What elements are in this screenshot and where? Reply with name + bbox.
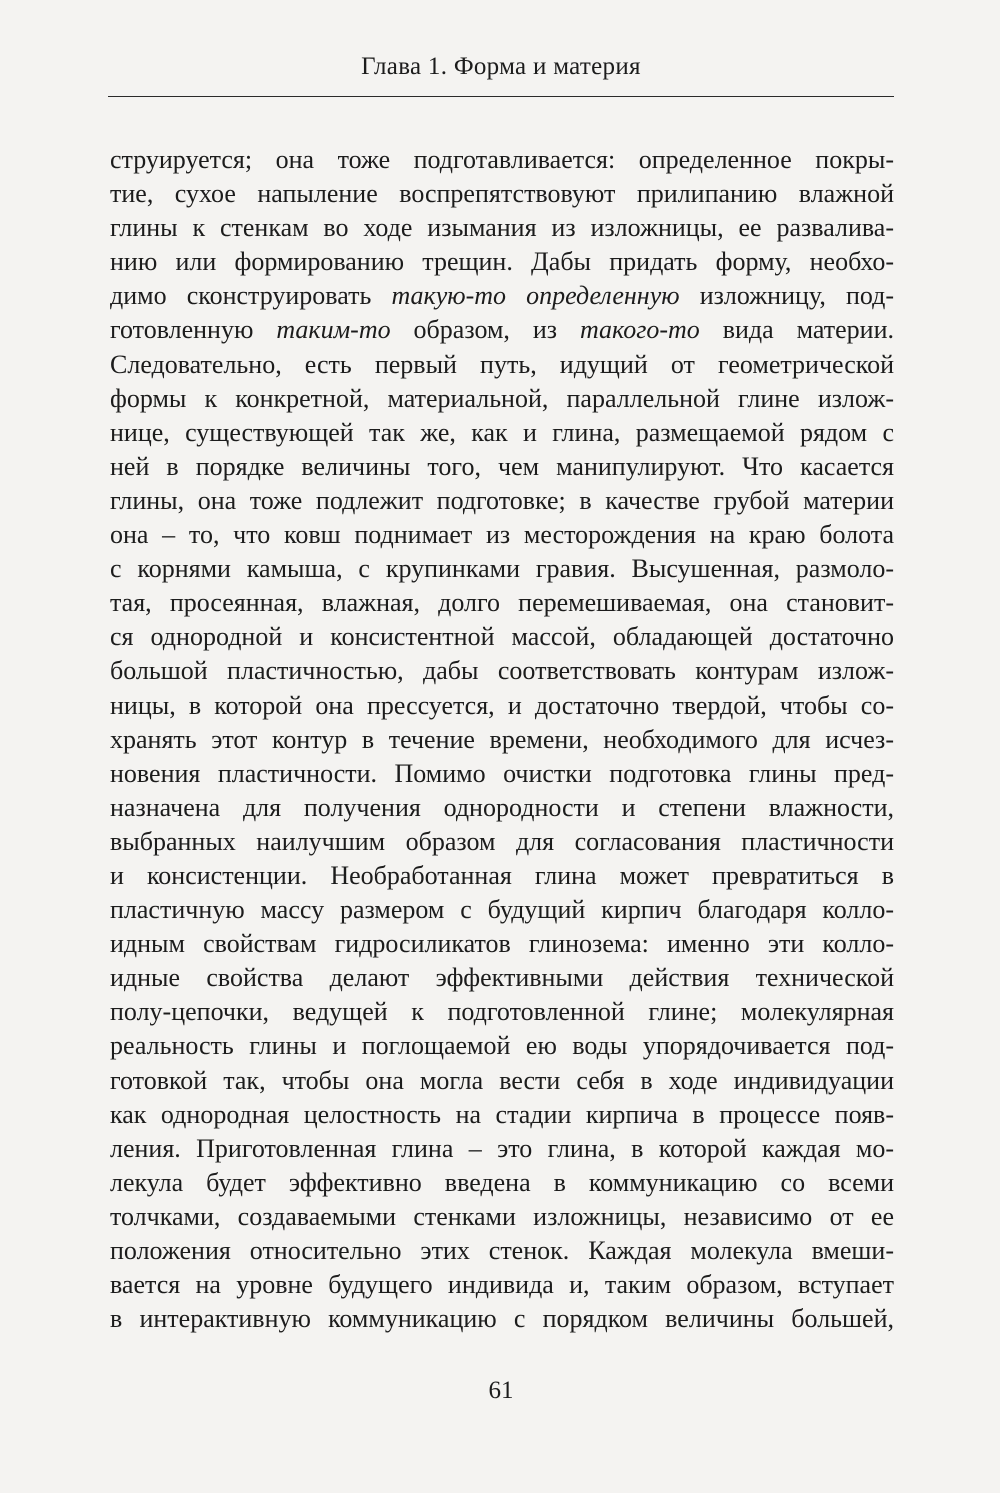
text-segment: лекула будет эффективно введена в коммуникацию со всеми [110,1167,894,1197]
text-segment: готовленную [110,315,277,345]
text-segment: готовкой так, чтобы она могла вести себя в ходе индивидуации [110,1065,894,1095]
text-line [110,620,894,654]
text-segment: как однородная целостность на стадии кирпича в процессе появ- [110,1099,894,1129]
text-segment: тая, просеянная, влажная, долго перемешиваемая, она становит- [110,588,894,618]
header-rule [108,96,894,97]
text-segment: глины к стенкам во ходе изымания из изложницы, ее развалива- [110,213,894,243]
page-number: 61 [488,1377,514,1404]
text-line [110,552,894,586]
text-segment: тие, сухое напыление воспрепятствовуют прилипанию влажной [110,179,894,209]
body-text [110,143,894,1336]
text-line [110,1166,894,1200]
text-line [110,859,894,893]
text-segment: изложницу, под- [679,281,894,311]
italic-phrase: такого-то [579,315,700,345]
text-segment: нице, существующей так же, как и глина, размещаемой рядом с [110,417,894,447]
text-segment: с корнями камыша, с крупинками гравия. Высушенная, размоло- [110,554,894,584]
text-segment: ницы, в которой она прессуется, и достаточно твердой, чтобы со- [110,690,894,720]
text-segment: вается на уровне будущего индивида и, таким образом, вступает [110,1270,894,1300]
text-line [110,1098,894,1132]
text-segment: ней в порядке величины того, чем манипулируют. Что касается [110,451,894,481]
text-line [110,1200,894,1234]
text-segment: формы к конкретной, материальной, параллельной глине излож- [110,383,894,413]
text-line [110,1268,894,1302]
text-line [110,484,894,518]
text-line [110,177,894,211]
text-segment: глины, она тоже подлежит подготовке; в качестве грубой материи [110,485,894,515]
text-line [110,961,894,995]
text-line [110,313,894,347]
text-segment: идным свойствам гидросиликатов глинозема: именно эти колло- [110,929,894,959]
text-segment: полу-цепочки, ведущей к подготовленной глине; молекулярная [110,997,894,1027]
italic-phrase: таким-то [276,315,391,345]
text-line [110,723,894,757]
text-segment: хранять этот контур в течение времени, необходимого для исчез- [110,724,894,754]
text-line [110,893,894,927]
text-segment: назначена для получения однородности и степени влажности, [110,792,894,822]
text-line [110,143,894,177]
text-segment: выбранных наилучшим образом для согласования пластичности [110,826,894,856]
text-line [110,689,894,723]
text-line [110,382,894,416]
text-line [110,586,894,620]
text-segment: вида материи. [699,315,894,345]
text-segment: она – то, что ковш поднимает из месторождения на краю болота [110,520,894,550]
text-line [110,245,894,279]
text-segment: идные свойства делают эффективными действия технической [110,963,894,993]
italic-phrase: такую-то определенную [391,281,680,311]
text-line [110,450,894,484]
text-segment: толчками, создаваемыми стенками изложницы, независимо от ее [110,1201,894,1231]
text-segment: струируется; она тоже подготавливается: определенное покры- [110,145,894,174]
text-line [110,995,894,1029]
text-line [110,927,894,961]
text-line [110,1132,894,1166]
text-segment: ления. Приготовленная глина – это глина, в которой каждая мо- [110,1133,894,1163]
text-segment: ся однородной и консистентной массой, обладающей достаточно [110,622,894,652]
text-line [110,416,894,450]
text-segment: образом, из [390,315,580,345]
text-segment: и консистенции. Необработанная глина может превратиться в [110,860,894,890]
text-line [110,518,894,552]
text-line [110,757,894,791]
running-head-title: Глава 1. Форма и материя [361,53,641,80]
text-segment: нию или формированию трещин. Дабы придать форму, необхо- [110,247,894,277]
text-line [110,654,894,688]
text-segment: Следовательно, есть первый путь, идущий от геометрической [110,349,894,379]
text-line [110,1234,894,1268]
text-line [110,1302,894,1336]
text-segment: реальность глины и поглощаемой ею воды упорядочивается под- [110,1031,894,1061]
text-segment: положения относительно этих стенок. Каждая молекула вмеши- [110,1236,894,1265]
text-line [110,791,894,825]
text-line [110,1029,894,1063]
text-segment: пластичную массу размером с будущий кирпич благодаря колло- [110,895,894,925]
text-line [110,348,894,382]
text-segment: в интерактивную коммуникацию с порядком величины большей, [110,1304,894,1334]
text-segment: большой пластичностью, дабы соответствовать контурам излож- [110,656,894,686]
text-line [110,279,894,313]
text-line [110,211,894,245]
text-line [110,1064,894,1098]
text-segment: димо сконструировать [110,281,392,311]
text-line [110,825,894,859]
text-segment: новения пластичности. Помимо очистки подготовка глины пред- [110,758,894,788]
